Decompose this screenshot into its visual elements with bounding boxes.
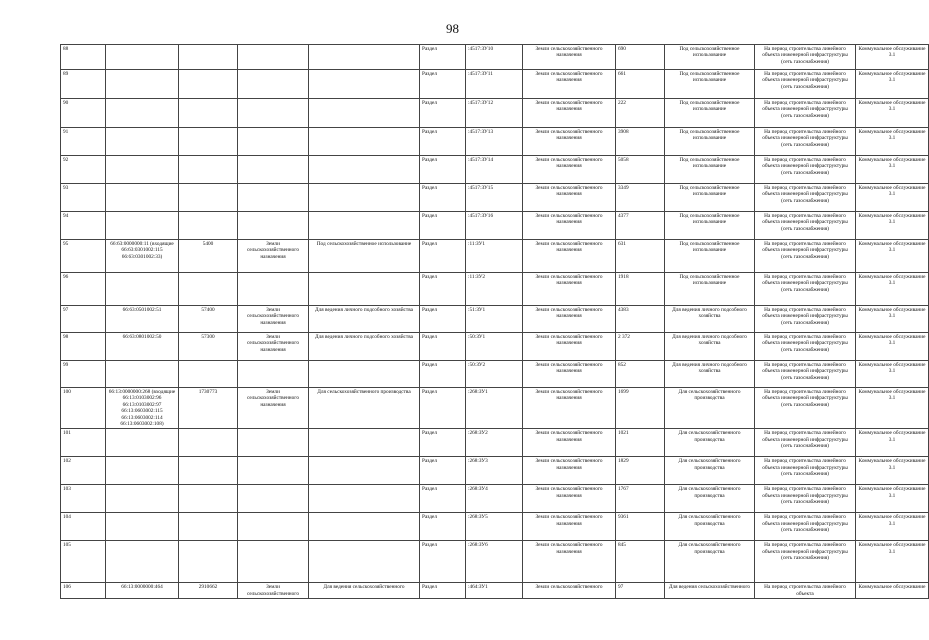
cadastral-number-cell: 66:63:0000000:11 (входящие 66:63:0301002:115 66:63:0301002:33) — [106, 240, 179, 273]
cadastral-number-cell — [106, 156, 179, 184]
row-number-cell: 89 — [61, 70, 106, 99]
new-plot-code-cell: :51:ЗУ1 — [466, 306, 523, 333]
row-number-cell: 97 — [61, 306, 106, 333]
new-plot-area-cell: 1918 — [616, 273, 665, 306]
new-plot-code-cell: :4517:ЗУ15 — [466, 184, 523, 212]
plot-area-cell — [179, 128, 238, 156]
new-plot-area-cell: 2 372 — [616, 333, 665, 361]
new-plot-area-cell: 4383 — [616, 306, 665, 333]
action-type-cell: Раздел — [420, 273, 466, 306]
new-permitted-use-cell: Под сельскохозяйственное использование — [665, 99, 755, 128]
permitted-use-cell — [309, 429, 420, 457]
new-land-category-cell: Земли сельскохозяйственного — [523, 583, 616, 599]
action-type-cell: Раздел — [420, 457, 466, 485]
new-land-category-cell: Земли сельскохозяйственного назначения — [523, 273, 616, 306]
new-permitted-use-cell: Под сельскохозяйственное использование — [665, 273, 755, 306]
cadastral-number-cell: 66:13:0000000:268 (входящие 66:13:0103002:96 66:13:0103002:97 66:13:0603002:115 66:13:0603002:114 66:13:0603002:108) — [106, 388, 179, 429]
land-category-cell — [238, 212, 309, 240]
purpose-cell: На период строительства линейного объекта инженерной инфраструктуры (сеть газоснабжения) — [755, 429, 856, 457]
plot-area-cell — [179, 429, 238, 457]
new-permitted-use-cell: Под сельскохозяйственное использование — [665, 45, 755, 70]
permitted-use-cell — [309, 513, 420, 541]
use-type-cell: Коммунальное обслуживание 3.1 — [856, 333, 929, 361]
new-permitted-use-cell: Под сельскохозяйственное использование — [665, 128, 755, 156]
action-type-cell: Раздел — [420, 184, 466, 212]
page-number: 98 — [446, 21, 459, 36]
plot-area-cell: 2910662 — [179, 583, 238, 599]
new-permitted-use-cell: Для ведения личного подсобного хозяйства — [665, 306, 755, 333]
use-type-cell: Коммунальное обслуживание 3.1 — [856, 45, 929, 70]
purpose-cell: На период строительства линейного объекта инженерной инфраструктуры (сеть газоснабжения) — [755, 513, 856, 541]
purpose-cell: На период строительства линейного объекта инженерной инфраструктуры (сеть газоснабжения) — [755, 388, 856, 429]
plot-area-cell — [179, 184, 238, 212]
new-land-category-cell: Земли сельскохозяйственного назначения — [523, 429, 616, 457]
action-type-cell: Раздел — [420, 99, 466, 128]
action-type-cell: Раздел — [420, 513, 466, 541]
cadastral-number-cell — [106, 457, 179, 485]
new-plot-code-cell: :4517:ЗУ13 — [466, 128, 523, 156]
cadastral-number-cell — [106, 45, 179, 70]
new-land-category-cell: Земли сельскохозяйственного назначения — [523, 388, 616, 429]
table-row — [61, 583, 929, 599]
new-plot-area-cell: 1767 — [616, 485, 665, 513]
new-plot-area-cell: 9361 — [616, 513, 665, 541]
action-type-cell: Раздел — [420, 361, 466, 388]
permitted-use-cell: Для ведения сельскохозяйственного — [309, 583, 420, 599]
land-category-cell — [238, 361, 309, 388]
action-type-cell: Раздел — [420, 541, 466, 583]
new-plot-area-cell: 97 — [616, 583, 665, 599]
new-plot-code-cell: :4517:ЗУ12 — [466, 99, 523, 128]
new-permitted-use-cell: Для сельскохозяйственного производства — [665, 541, 755, 583]
permitted-use-cell — [309, 212, 420, 240]
action-type-cell: Раздел — [420, 485, 466, 513]
use-type-cell: Коммунальное обслуживание 3.1 — [856, 361, 929, 388]
new-plot-area-cell: 845 — [616, 541, 665, 583]
row-number-cell: 105 — [61, 541, 106, 583]
new-plot-area-cell: 690 — [616, 45, 665, 70]
new-land-category-cell: Земли сельскохозяйственного назначения — [523, 128, 616, 156]
table-row — [61, 212, 929, 240]
row-number-cell: 92 — [61, 156, 106, 184]
new-land-category-cell: Земли сельскохозяйственного назначения — [523, 306, 616, 333]
row-number-cell: 94 — [61, 212, 106, 240]
action-type-cell: Раздел — [420, 156, 466, 184]
row-number-cell: 101 — [61, 429, 106, 457]
use-type-cell: Коммунальное обслуживание 3.1 — [856, 513, 929, 541]
plot-area-cell: 57400 — [179, 306, 238, 333]
land-category-cell — [238, 513, 309, 541]
use-type-cell: Коммунальное обслуживание 3.1 — [856, 70, 929, 99]
land-category-cell — [238, 45, 309, 70]
new-plot-code-cell: :268:ЗУ2 — [466, 429, 523, 457]
plot-area-cell — [179, 99, 238, 128]
new-land-category-cell: Земли сельскохозяйственного назначения — [523, 156, 616, 184]
purpose-cell: На период строительства линейного объекта инженерной инфраструктуры (сеть газоснабжения) — [755, 361, 856, 388]
new-plot-code-cell: :268:ЗУ1 — [466, 388, 523, 429]
plot-area-cell: 5400 — [179, 240, 238, 273]
purpose-cell: На период строительства линейного объекта инженерной инфраструктуры (сеть газоснабжения) — [755, 99, 856, 128]
permitted-use-cell: Под сельскохозяйственное использование — [309, 240, 420, 273]
purpose-cell: На период строительства линейного объекта инженерной инфраструктуры (сеть газоснабжения) — [755, 333, 856, 361]
plot-area-cell — [179, 156, 238, 184]
permitted-use-cell — [309, 45, 420, 70]
action-type-cell: Раздел — [420, 128, 466, 156]
plot-area-cell: 57300 — [179, 333, 238, 361]
plot-area-cell — [179, 273, 238, 306]
permitted-use-cell: Для сельскохозяйственного производства — [309, 388, 420, 429]
table-row — [61, 513, 929, 541]
row-number-cell: 100 — [61, 388, 106, 429]
action-type-cell: Раздел — [420, 240, 466, 273]
plot-area-cell — [179, 70, 238, 99]
land-category-cell: Земли сельскохозяйственного назначения — [238, 240, 309, 273]
plot-area-cell — [179, 513, 238, 541]
new-land-category-cell: Земли сельскохозяйственного назначения — [523, 212, 616, 240]
new-plot-code-cell: :464:ЗУ1 — [466, 583, 523, 599]
table-row — [61, 156, 929, 184]
permitted-use-cell — [309, 273, 420, 306]
purpose-cell: На период строительства линейного объекта инженерной инфраструктуры (сеть газоснабжения) — [755, 212, 856, 240]
cadastral-number-cell — [106, 184, 179, 212]
new-plot-code-cell: :268:ЗУ3 — [466, 457, 523, 485]
cadastral-number-cell — [106, 485, 179, 513]
plot-area-cell — [179, 457, 238, 485]
new-plot-area-cell: 631 — [616, 240, 665, 273]
new-plot-code-cell: :268:ЗУ6 — [466, 541, 523, 583]
new-land-category-cell: Земли сельскохозяйственного назначения — [523, 333, 616, 361]
plot-area-cell — [179, 361, 238, 388]
land-category-cell — [238, 184, 309, 212]
table-row — [61, 240, 929, 273]
table-row — [61, 70, 929, 99]
row-number-cell: 91 — [61, 128, 106, 156]
table-row — [61, 388, 929, 429]
new-land-category-cell: Земли сельскохозяйственного назначения — [523, 485, 616, 513]
new-plot-area-cell: 1021 — [616, 429, 665, 457]
row-number-cell: 93 — [61, 184, 106, 212]
new-land-category-cell: Земли сельскохозяйственного назначения — [523, 513, 616, 541]
use-type-cell: Коммунальное обслуживание 3.1 — [856, 429, 929, 457]
purpose-cell: На период строительства линейного объекта инженерной инфраструктуры (сеть газоснабжения) — [755, 485, 856, 513]
purpose-cell: На период строительства линейного объекта инженерной инфраструктуры (сеть газоснабжения) — [755, 541, 856, 583]
new-plot-area-cell: 1829 — [616, 457, 665, 485]
permitted-use-cell: Для ведения личного подсобного хозяйства — [309, 306, 420, 333]
new-land-category-cell: Земли сельскохозяйственного назначения — [523, 99, 616, 128]
cadastral-number-cell — [106, 99, 179, 128]
new-plot-code-cell: :4517:ЗУ16 — [466, 212, 523, 240]
cadastral-number-cell — [106, 70, 179, 99]
use-type-cell: Коммунальное обслуживание 3.1 — [856, 156, 929, 184]
action-type-cell: Раздел — [420, 212, 466, 240]
row-number-cell: 90 — [61, 99, 106, 128]
land-category-cell — [238, 70, 309, 99]
cadastral-number-cell — [106, 273, 179, 306]
use-type-cell: Коммунальное обслуживание 3.1 — [856, 306, 929, 333]
purpose-cell: На период строительства линейного объекта инженерной инфраструктуры (сеть газоснабжения) — [755, 306, 856, 333]
new-plot-area-cell: 3908 — [616, 128, 665, 156]
land-category-cell — [238, 99, 309, 128]
permitted-use-cell — [309, 99, 420, 128]
table-row — [61, 485, 929, 513]
use-type-cell: Коммунальное обслуживание 3.1 — [856, 273, 929, 306]
land-category-cell — [238, 485, 309, 513]
new-plot-area-cell: 5058 — [616, 156, 665, 184]
plot-area-cell — [179, 485, 238, 513]
new-permitted-use-cell: Под сельскохозяйственное использование — [665, 240, 755, 273]
new-permitted-use-cell: Для ведения личного подсобного хозяйства — [665, 333, 755, 361]
use-type-cell: Коммунальное обслуживание 3.1 — [856, 541, 929, 583]
new-permitted-use-cell: Для сельскохозяйственного производства — [665, 429, 755, 457]
new-plot-code-cell: :50:ЗУ1 — [466, 333, 523, 361]
permitted-use-cell: Для ведения личного подсобного хозяйства — [309, 333, 420, 361]
new-plot-code-cell: :11:ЗУ2 — [466, 273, 523, 306]
permitted-use-cell — [309, 156, 420, 184]
plot-area-cell: 1730773 — [179, 388, 238, 429]
table-row — [61, 333, 929, 361]
land-category-cell — [238, 541, 309, 583]
purpose-cell: На период строительства линейного объекта — [755, 583, 856, 599]
new-plot-code-cell: :268:ЗУ5 — [466, 513, 523, 541]
row-number-cell: 102 — [61, 457, 106, 485]
permitted-use-cell — [309, 541, 420, 583]
action-type-cell: Раздел — [420, 70, 466, 99]
purpose-cell: На период строительства линейного объекта инженерной инфраструктуры (сеть газоснабжения) — [755, 457, 856, 485]
cadastral-number-cell — [106, 541, 179, 583]
plot-area-cell — [179, 541, 238, 583]
row-number-cell: 106 — [61, 583, 106, 599]
row-number-cell: 95 — [61, 240, 106, 273]
use-type-cell: Коммунальное обслуживание 3.1 — [856, 485, 929, 513]
land-category-cell — [238, 457, 309, 485]
new-plot-area-cell: 852 — [616, 361, 665, 388]
new-land-category-cell: Земли сельскохозяйственного назначения — [523, 541, 616, 583]
new-permitted-use-cell: Для сельскохозяйственного производства — [665, 388, 755, 429]
table-row — [61, 541, 929, 583]
land-category-cell — [238, 273, 309, 306]
new-land-category-cell: Земли сельскохозяйственного назначения — [523, 184, 616, 212]
plot-area-cell — [179, 45, 238, 70]
land-category-cell — [238, 156, 309, 184]
permitted-use-cell — [309, 457, 420, 485]
purpose-cell: На период строительства линейного объекта инженерной инфраструктуры (сеть газоснабжения) — [755, 273, 856, 306]
purpose-cell: На период строительства линейного объекта инженерной инфраструктуры (сеть газоснабжения) — [755, 156, 856, 184]
cadastral-number-cell — [106, 513, 179, 541]
row-number-cell: 103 — [61, 485, 106, 513]
new-permitted-use-cell: Для ведения сельскохозяйственного — [665, 583, 755, 599]
row-number-cell: 88 — [61, 45, 106, 70]
table-row — [61, 361, 929, 388]
land-category-cell — [238, 128, 309, 156]
table-row — [61, 429, 929, 457]
new-land-category-cell: Земли сельскохозяйственного назначения — [523, 70, 616, 99]
new-permitted-use-cell: Под сельскохозяйственное использование — [665, 70, 755, 99]
new-plot-code-cell: :50:ЗУ2 — [466, 361, 523, 388]
action-type-cell: Раздел — [420, 45, 466, 70]
table-row — [61, 457, 929, 485]
new-permitted-use-cell: Под сельскохозяйственное использование — [665, 156, 755, 184]
new-plot-code-cell: :11:ЗУ1 — [466, 240, 523, 273]
use-type-cell: Коммунальное обслуживание 3.1 — [856, 212, 929, 240]
new-permitted-use-cell: Под сельскохозяйственное использование — [665, 184, 755, 212]
cadastral-number-cell: 66:13:0000000:464 — [106, 583, 179, 599]
cadastral-number-cell: 66:63:0801002:50 — [106, 333, 179, 361]
cadastral-number-cell: 66:63:0501002:51 — [106, 306, 179, 333]
table-row — [61, 273, 929, 306]
table-row — [61, 128, 929, 156]
new-permitted-use-cell: Для сельскохозяйственного производства — [665, 485, 755, 513]
new-land-category-cell: Земли сельскохозяйственного назначения — [523, 240, 616, 273]
use-type-cell: Коммунальное обслуживание 3.1 — [856, 128, 929, 156]
use-type-cell: Коммунальное обслуживание 3.1 — [856, 184, 929, 212]
land-category-cell: Земли сельскохозяйственного назначения — [238, 388, 309, 429]
new-permitted-use-cell: Для сельскохозяйственного производства — [665, 513, 755, 541]
cadastral-number-cell — [106, 429, 179, 457]
land-plots-table — [60, 44, 929, 599]
table-row — [61, 45, 929, 70]
new-plot-area-cell: 661 — [616, 70, 665, 99]
use-type-cell: Коммунальное обслуживание — [856, 583, 929, 599]
permitted-use-cell — [309, 361, 420, 388]
new-plot-area-cell: 222 — [616, 99, 665, 128]
action-type-cell: Раздел — [420, 388, 466, 429]
purpose-cell: На период строительства линейного объекта инженерной инфраструктуры (сеть газоснабжения) — [755, 240, 856, 273]
permitted-use-cell — [309, 485, 420, 513]
cadastral-number-cell — [106, 212, 179, 240]
new-plot-code-cell: :4517:ЗУ11 — [466, 70, 523, 99]
land-category-cell — [238, 429, 309, 457]
new-plot-area-cell: 3349 — [616, 184, 665, 212]
permitted-use-cell — [309, 128, 420, 156]
new-land-category-cell: Земли сельскохозяйственного назначения — [523, 45, 616, 70]
land-category-cell: Земли сельскохозяйственного назначения — [238, 333, 309, 361]
cadastral-number-cell — [106, 361, 179, 388]
row-number-cell: 96 — [61, 273, 106, 306]
use-type-cell: Коммунальное обслуживание 3.1 — [856, 240, 929, 273]
new-land-category-cell: Земли сельскохозяйственного назначения — [523, 361, 616, 388]
table-row — [61, 99, 929, 128]
table-row — [61, 184, 929, 212]
action-type-cell: Раздел — [420, 429, 466, 457]
purpose-cell: На период строительства линейного объекта инженерной инфраструктуры (сеть газоснабжения) — [755, 128, 856, 156]
action-type-cell: Раздел — [420, 333, 466, 361]
new-permitted-use-cell: Для ведения личного подсобного хозяйства — [665, 361, 755, 388]
land-category-cell: Земли сельскохозяйственного — [238, 583, 309, 599]
table-body — [61, 45, 929, 599]
action-type-cell: Раздел — [420, 306, 466, 333]
use-type-cell: Коммунальное обслуживание 3.1 — [856, 99, 929, 128]
land-category-cell: Земли сельскохозяйственного назначения — [238, 306, 309, 333]
row-number-cell: 98 — [61, 333, 106, 361]
permitted-use-cell — [309, 184, 420, 212]
new-plot-code-cell: :268:ЗУ4 — [466, 485, 523, 513]
purpose-cell: На период строительства линейного объекта инженерной инфраструктуры (сеть газоснабжения) — [755, 184, 856, 212]
permitted-use-cell — [309, 70, 420, 99]
new-plot-area-cell: 4377 — [616, 212, 665, 240]
purpose-cell: На период строительства линейного объекта инженерной инфраструктуры (сеть газоснабжения) — [755, 45, 856, 70]
row-number-cell: 99 — [61, 361, 106, 388]
action-type-cell: Раздел — [420, 583, 466, 599]
purpose-cell: На период строительства линейного объекта инженерной инфраструктуры (сеть газоснабжения) — [755, 70, 856, 99]
cadastral-number-cell — [106, 128, 179, 156]
new-permitted-use-cell: Для сельскохозяйственного производства — [665, 457, 755, 485]
new-plot-code-cell: :4517:ЗУ14 — [466, 156, 523, 184]
new-land-category-cell: Земли сельскохозяйственного назначения — [523, 457, 616, 485]
new-permitted-use-cell: Под сельскохозяйственное использование — [665, 212, 755, 240]
new-plot-code-cell: :4517:ЗУ10 — [466, 45, 523, 70]
new-plot-area-cell: 1699 — [616, 388, 665, 429]
use-type-cell: Коммунальное обслуживание 3.1 — [856, 388, 929, 429]
use-type-cell: Коммунальное обслуживание 3.1 — [856, 457, 929, 485]
plot-area-cell — [179, 212, 238, 240]
row-number-cell: 104 — [61, 513, 106, 541]
table-row — [61, 306, 929, 333]
